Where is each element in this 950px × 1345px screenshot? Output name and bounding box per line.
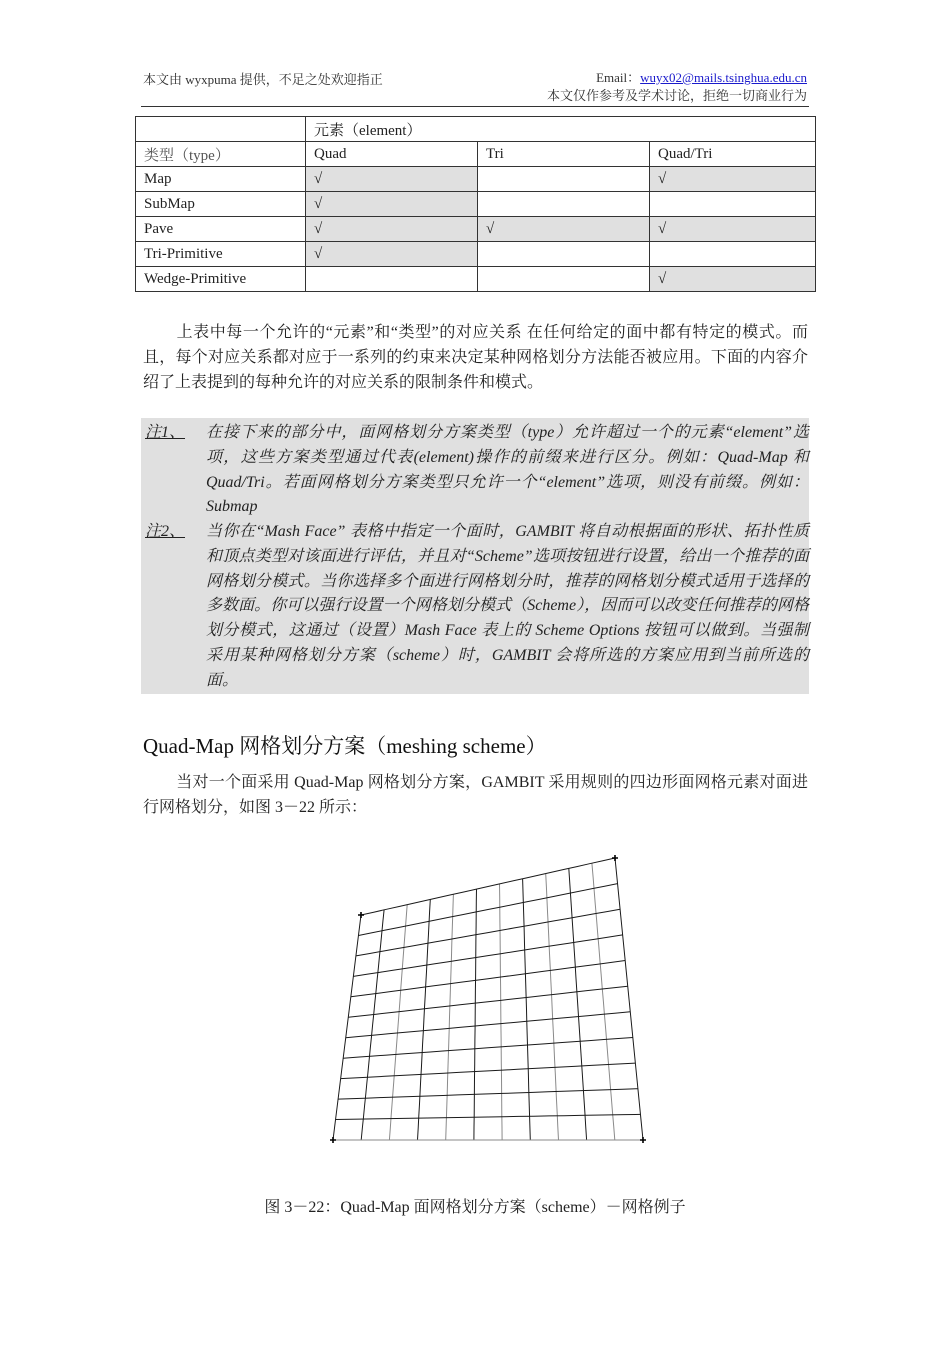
mesh-line [361, 910, 384, 1140]
table-header-row-element [136, 117, 816, 142]
note-1-label: 注1、 [145, 424, 186, 441]
empty-cell [650, 242, 816, 267]
check-cell: √ [306, 217, 478, 242]
quad-map-paragraph-text: 当对一个面采用 Quad-Map 网格划分方案，GAMBIT 采用规则的四边形面网格元素对面进行网格划分，如图 3－22 所示： [143, 774, 808, 816]
mesh-line [569, 868, 587, 1140]
empty-cell [650, 192, 816, 217]
row-type-label: Pave [136, 217, 306, 242]
header-disclaimer: 本文仅作参考及学术讨论，拒绝一切商业行为 [546, 88, 807, 103]
note-1-text: 在接下来的部分中，面网格划分方案类型（type）允许超过一个的元素“element”选项，这些方案类型通过代表(element)操作的前缀来进行区分。例如：Quad-Map 和 Quad/Tri。若面网格划分方案类型只允许一个“element”选项，则没有前缀。例如：Submap [206, 424, 809, 516]
mesh-line [336, 1114, 641, 1119]
column-header-quad: Quad [306, 142, 478, 167]
mesh-line [356, 909, 620, 956]
empty-cell [478, 242, 650, 267]
email-link[interactable]: wuyx02@mails.tsinghua.edu.cn [640, 70, 807, 85]
table-row [136, 217, 816, 242]
note-2 [145, 520, 809, 694]
empty-cell [478, 167, 650, 192]
mesh-line [359, 884, 618, 936]
check-cell: √ [650, 267, 816, 292]
column-header-tri: Tri [478, 142, 650, 167]
mesh-line [592, 863, 615, 1140]
mesh-line [474, 889, 477, 1140]
row-type-label: Wedge-Primitive [136, 267, 306, 292]
note-1 [145, 421, 809, 520]
table-row [136, 267, 816, 292]
mesh-line [338, 1089, 638, 1099]
vertex-marker-icon [358, 912, 364, 918]
mesh-line [341, 1063, 636, 1079]
table-corner-cell [136, 117, 306, 142]
vertex-marker-icon [330, 1137, 336, 1143]
note-2-text: 当你在“Mash Face” 表格中指定一个面时，GAMBIT 将自动根据面的形状、拓扑性质和顶点类型对该面进行评估，并且对“Scheme”选项按钮进行设置，给出一个推荐的面网格划分模式。当你选择多个面进行网格划分时，推荐的网格划分模式适用于选择的多数面。你可以强行设置一个网格划分模式（Scheme），因而可以改变任何推荐的网格划分模式，这通过（设置）Mash Face 表上的 Scheme Options 按钮可以做到。当强制采用某种网格划分方案（scheme）时，GAMBIT 会将所选的方案应用到当前所选的面。 [206, 523, 809, 689]
mesh-line [446, 894, 454, 1140]
table-row [136, 167, 816, 192]
note-2-label: 注2、 [145, 523, 186, 540]
mesh-line [361, 858, 615, 915]
mesh-line [389, 905, 407, 1140]
mesh-line [418, 900, 431, 1141]
notes-box [141, 418, 809, 694]
table-row [136, 242, 816, 267]
row-type-label: Tri-Primitive [136, 242, 306, 267]
check-cell: √ [478, 217, 650, 242]
header-right [547, 69, 807, 105]
type-header: 类型（type） [136, 142, 306, 167]
element-type-table [135, 116, 816, 292]
section-heading: Quad-Map 网格划分方案（meshing scheme） [143, 734, 547, 758]
row-type-label: Map [136, 167, 306, 192]
check-cell: √ [306, 242, 478, 267]
header-left-note: 本文由 wyxpuma 提供，不足之处欢迎指正 [143, 72, 383, 87]
check-cell: √ [650, 217, 816, 242]
mesh-line [353, 935, 622, 977]
vertex-marker-icon [612, 855, 618, 861]
header-divider [141, 106, 809, 107]
mesh-line [546, 874, 559, 1141]
table-header-row-columns [136, 142, 816, 167]
empty-cell [306, 267, 478, 292]
figure-caption: 图 3－22：Quad-Map 面网格划分方案（scheme）－网格例子 [264, 1199, 686, 1216]
intro-paragraph-text: 上表中每一个允许的“元素”和“类型”的对应关系 在任何给定的面中都有特定的模式。而且，每个对应关系都对应于一系列的约束来决定某种网格划分方法能否被应用。下面的内容介绍了上表提到的每种允许的对应关系的限制条件和模式。 [143, 324, 808, 391]
element-header: 元素（element） [306, 117, 816, 142]
quad-map-paragraph [143, 770, 808, 820]
table-row [136, 192, 816, 217]
empty-cell [478, 267, 650, 292]
quad-map-mesh-figure [320, 845, 660, 1155]
vertex-marker-icon [640, 1137, 646, 1143]
mesh-line [343, 1038, 633, 1059]
empty-cell [478, 192, 650, 217]
mesh-line [615, 858, 643, 1140]
column-header-quad-tri: Quad/Tri [650, 142, 816, 167]
mesh-line [523, 879, 531, 1140]
mesh-line [346, 1012, 631, 1038]
mesh-line [500, 884, 503, 1140]
header-email-line [547, 69, 807, 87]
mesh-line [333, 915, 361, 1140]
email-label: Email： [596, 70, 641, 85]
mesh-line [348, 986, 627, 1017]
check-cell: √ [650, 167, 816, 192]
check-cell: √ [306, 192, 478, 217]
check-cell: √ [306, 167, 478, 192]
intro-paragraph [143, 320, 808, 395]
row-type-label: SubMap [136, 192, 306, 217]
